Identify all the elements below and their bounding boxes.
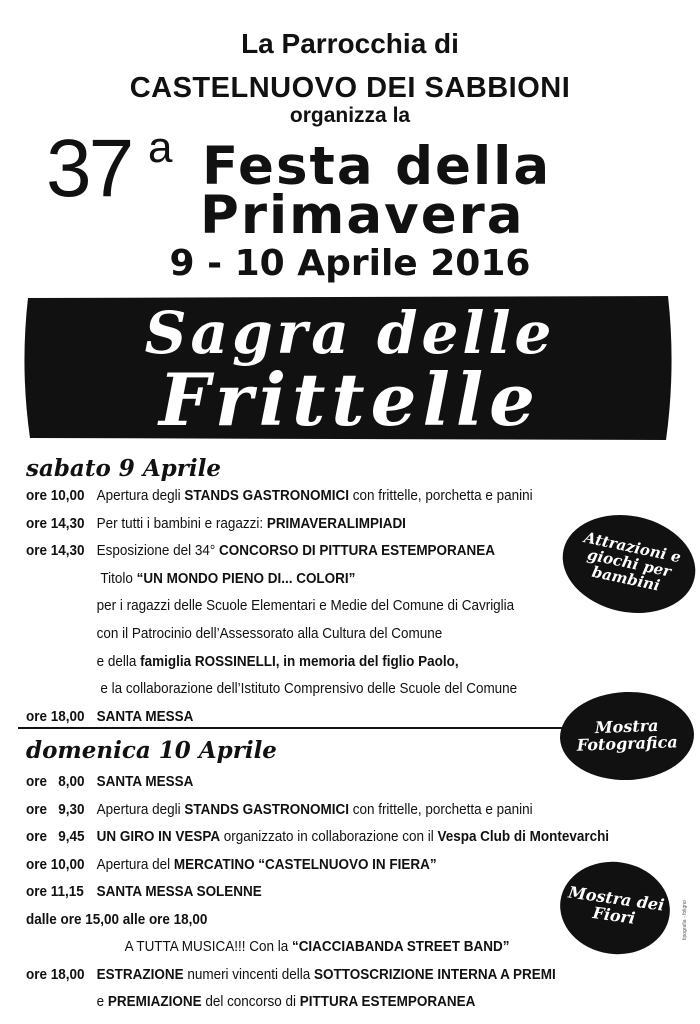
schedule-line [26,626,442,642]
schedule-text: Apertura del MERCATINO “CASTELNUOVO IN FIERA” [96,856,437,873]
schedule-text: Esposizione del 34° CONCORSO DI PITTURA ESTEMPORANEA [96,543,495,560]
edition-suffix: a [148,123,173,172]
schedule-text: Per tutti i bambini e ragazzi: PRIMAVERALIMPIADI [96,515,406,532]
schedule-text: A TUTTA MUSICA!!! Con la “CIACCIABANDA STREET BAND” [124,939,510,955]
badge-attractions: Attrazioni e giochi per bambini [553,503,700,625]
schedule-text: SANTA MESSA SOLENNE [96,884,262,900]
parish-name: CASTELNUOVO DEI SABBIONI [129,72,571,104]
schedule-text: SANTA MESSA [96,708,194,725]
schedule-time: dalle ore 15,00 alle ore 18,00 [26,911,208,928]
schedule-line [26,681,517,697]
schedule-time: ore 9,30 [26,801,85,818]
schedule-text: UN GIRO IN VESPA organizzato in collaborazione con il Vespa Club di Montevarchi [96,829,610,845]
banner-line1: Sagra delle [144,299,556,367]
schedule-time: ore 9,45 [26,829,85,845]
badge-flower-exhibition: Mostra dei Fiori [554,855,676,961]
schedule-text: per i ragazzi delle Scuole Elementari e Medie del Comune di Cavriglia [96,598,515,615]
schedule-text: Titolo “UN MONDO PIENO DI... COLORI” [100,570,356,587]
banner-line2: Frittelle [159,357,541,442]
schedule-line [26,884,262,900]
section-divider [18,727,578,729]
saturday-title: sabato 9 Aprile [26,455,221,482]
schedule-line [26,571,355,587]
schedule-text: SANTA MESSA [96,774,194,790]
festival-title-line1: Festa della [202,136,552,197]
parish-line: La Parrocchia di [241,28,459,59]
sunday-title: domenica 10 Aprile [26,737,277,764]
schedule-time: ore 8,00 [26,774,85,790]
festival-title-line2: Primavera [200,185,525,246]
schedule-line [26,543,495,559]
schedule-line [26,857,437,873]
schedule-time: ore 14,30 [26,515,85,532]
festival-dates: 9 - 10 Aprile 2016 [169,243,531,284]
schedule-line [26,802,533,818]
schedule-line [26,829,609,845]
schedule-time: ore 18,00 [26,708,85,725]
schedule-line [26,939,509,955]
organizes-line: organizza la [289,104,411,127]
schedule-line [26,994,475,1010]
schedule-line [26,516,406,532]
edition-number: 37 [46,123,132,214]
schedule-time: ore 11,15 [26,884,84,900]
schedule-text: e PREMIAZIONE del concorso di PITTURA ESTEMPORANEA [96,994,476,1010]
schedule-time: ore 10,00 [26,856,85,873]
schedule-time: ore 10,00 [26,488,85,504]
schedule-text: ESTRAZIONE numeri vincenti della SOTTOSCRIZIONE INTERNA A PREMI [96,966,556,983]
schedule-line [26,912,207,928]
schedule-text: con il Patrocinio dell’Assessorato alla Cultura del Comune [96,626,443,642]
schedule-line [26,709,193,725]
schedule-line [26,488,533,504]
schedule-line [26,598,514,614]
schedule-line [26,967,556,983]
schedule-text: e la collaborazione dell’Istituto Comprensivo delle Scuole del Comune [100,681,518,698]
schedule-text: e della famiglia ROSSINELLI, in memoria del figlio Paolo, [96,653,459,670]
printer-credit: tipografia - foligno [682,900,688,940]
badge-photo-exhibition: Mostra Fotografica [559,690,696,783]
schedule-time: ore 14,30 [26,543,85,560]
schedule-line [26,654,459,670]
schedule-text: Apertura degli STANDS GASTRONOMICI con frittelle, porchetta e panini [96,801,533,818]
schedule-line [26,774,193,790]
schedule-text: Apertura degli STANDS GASTRONOMICI con frittelle, porchetta e panini [96,488,533,504]
schedule-time: ore 18,00 [26,966,85,983]
